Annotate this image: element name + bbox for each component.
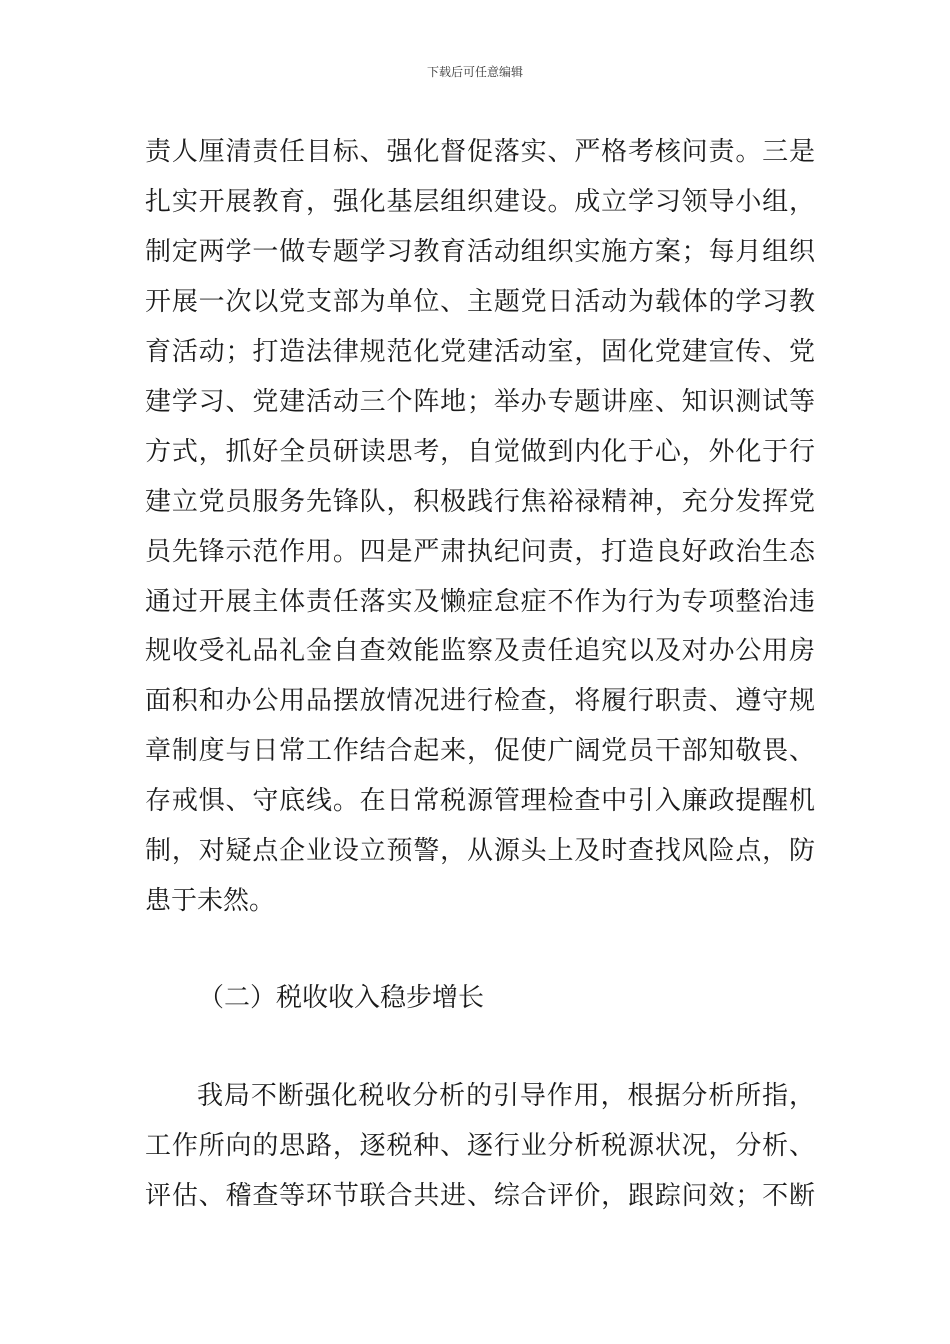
text-line: 扎实开展教育，强化基层组织建设。成立学习领导小组， bbox=[145, 187, 815, 217]
text-line: 面积和办公用品摆放情况进行检查，将履行职责、遵守规 bbox=[145, 686, 815, 716]
text-line: 建学习、党建活动三个阵地；举办专题讲座、知识测试等 bbox=[145, 387, 815, 417]
text-line: 制，对疑点企业设立预警，从源头上及时查找风险点，防 bbox=[145, 836, 815, 866]
text-line: 评估、稽查等环节联合共进、综合评价，跟踪问效；不断 bbox=[145, 1181, 815, 1211]
text-line: 存戒惧、守底线。在日常税源管理检查中引入廉政提醒机 bbox=[145, 786, 815, 816]
text-line: 工作所向的思路，逐税种、逐行业分析税源状况，分析、 bbox=[145, 1131, 815, 1161]
text-line: 我局不断强化税收分析的引导作用，根据分析所指， bbox=[197, 1081, 815, 1111]
text-line: 通过开展主体责任落实及懒症怠症不作为行为专项整治违 bbox=[145, 587, 815, 617]
page-header: 下载后可任意编辑 bbox=[426, 65, 523, 79]
text-line: 建立党员服务先锋队，积极践行焦裕禄精神，充分发挥党 bbox=[145, 487, 815, 517]
text-line: 方式，抓好全员研读思考，自觉做到内化于心，外化于行 bbox=[145, 437, 815, 467]
text-line: 员先锋示范作用。四是严肃执纪问责，打造良好政治生态 bbox=[145, 537, 815, 567]
text-line: 患于未然。 bbox=[145, 886, 276, 916]
text-line: 责人厘清责任目标、强化督促落实、严格考核问责。三是 bbox=[145, 137, 815, 167]
text-line: 规收受礼品礼金自查效能监察及责任追究以及对办公用房 bbox=[145, 636, 815, 666]
text-line: 育活动；打造法律规范化党建活动室，固化党建宣传、党 bbox=[145, 337, 815, 367]
text-line: 制定两学一做专题学习教育活动组织实施方案；每月组织 bbox=[145, 237, 815, 267]
section-heading: （二）税收收入稳步增长 bbox=[198, 983, 485, 1013]
text-line: 章制度与日常工作结合起来，促使广阔党员干部知敬畏、 bbox=[145, 736, 815, 766]
text-line: 开展一次以党支部为单位、主题党日活动为载体的学习教 bbox=[145, 287, 815, 317]
